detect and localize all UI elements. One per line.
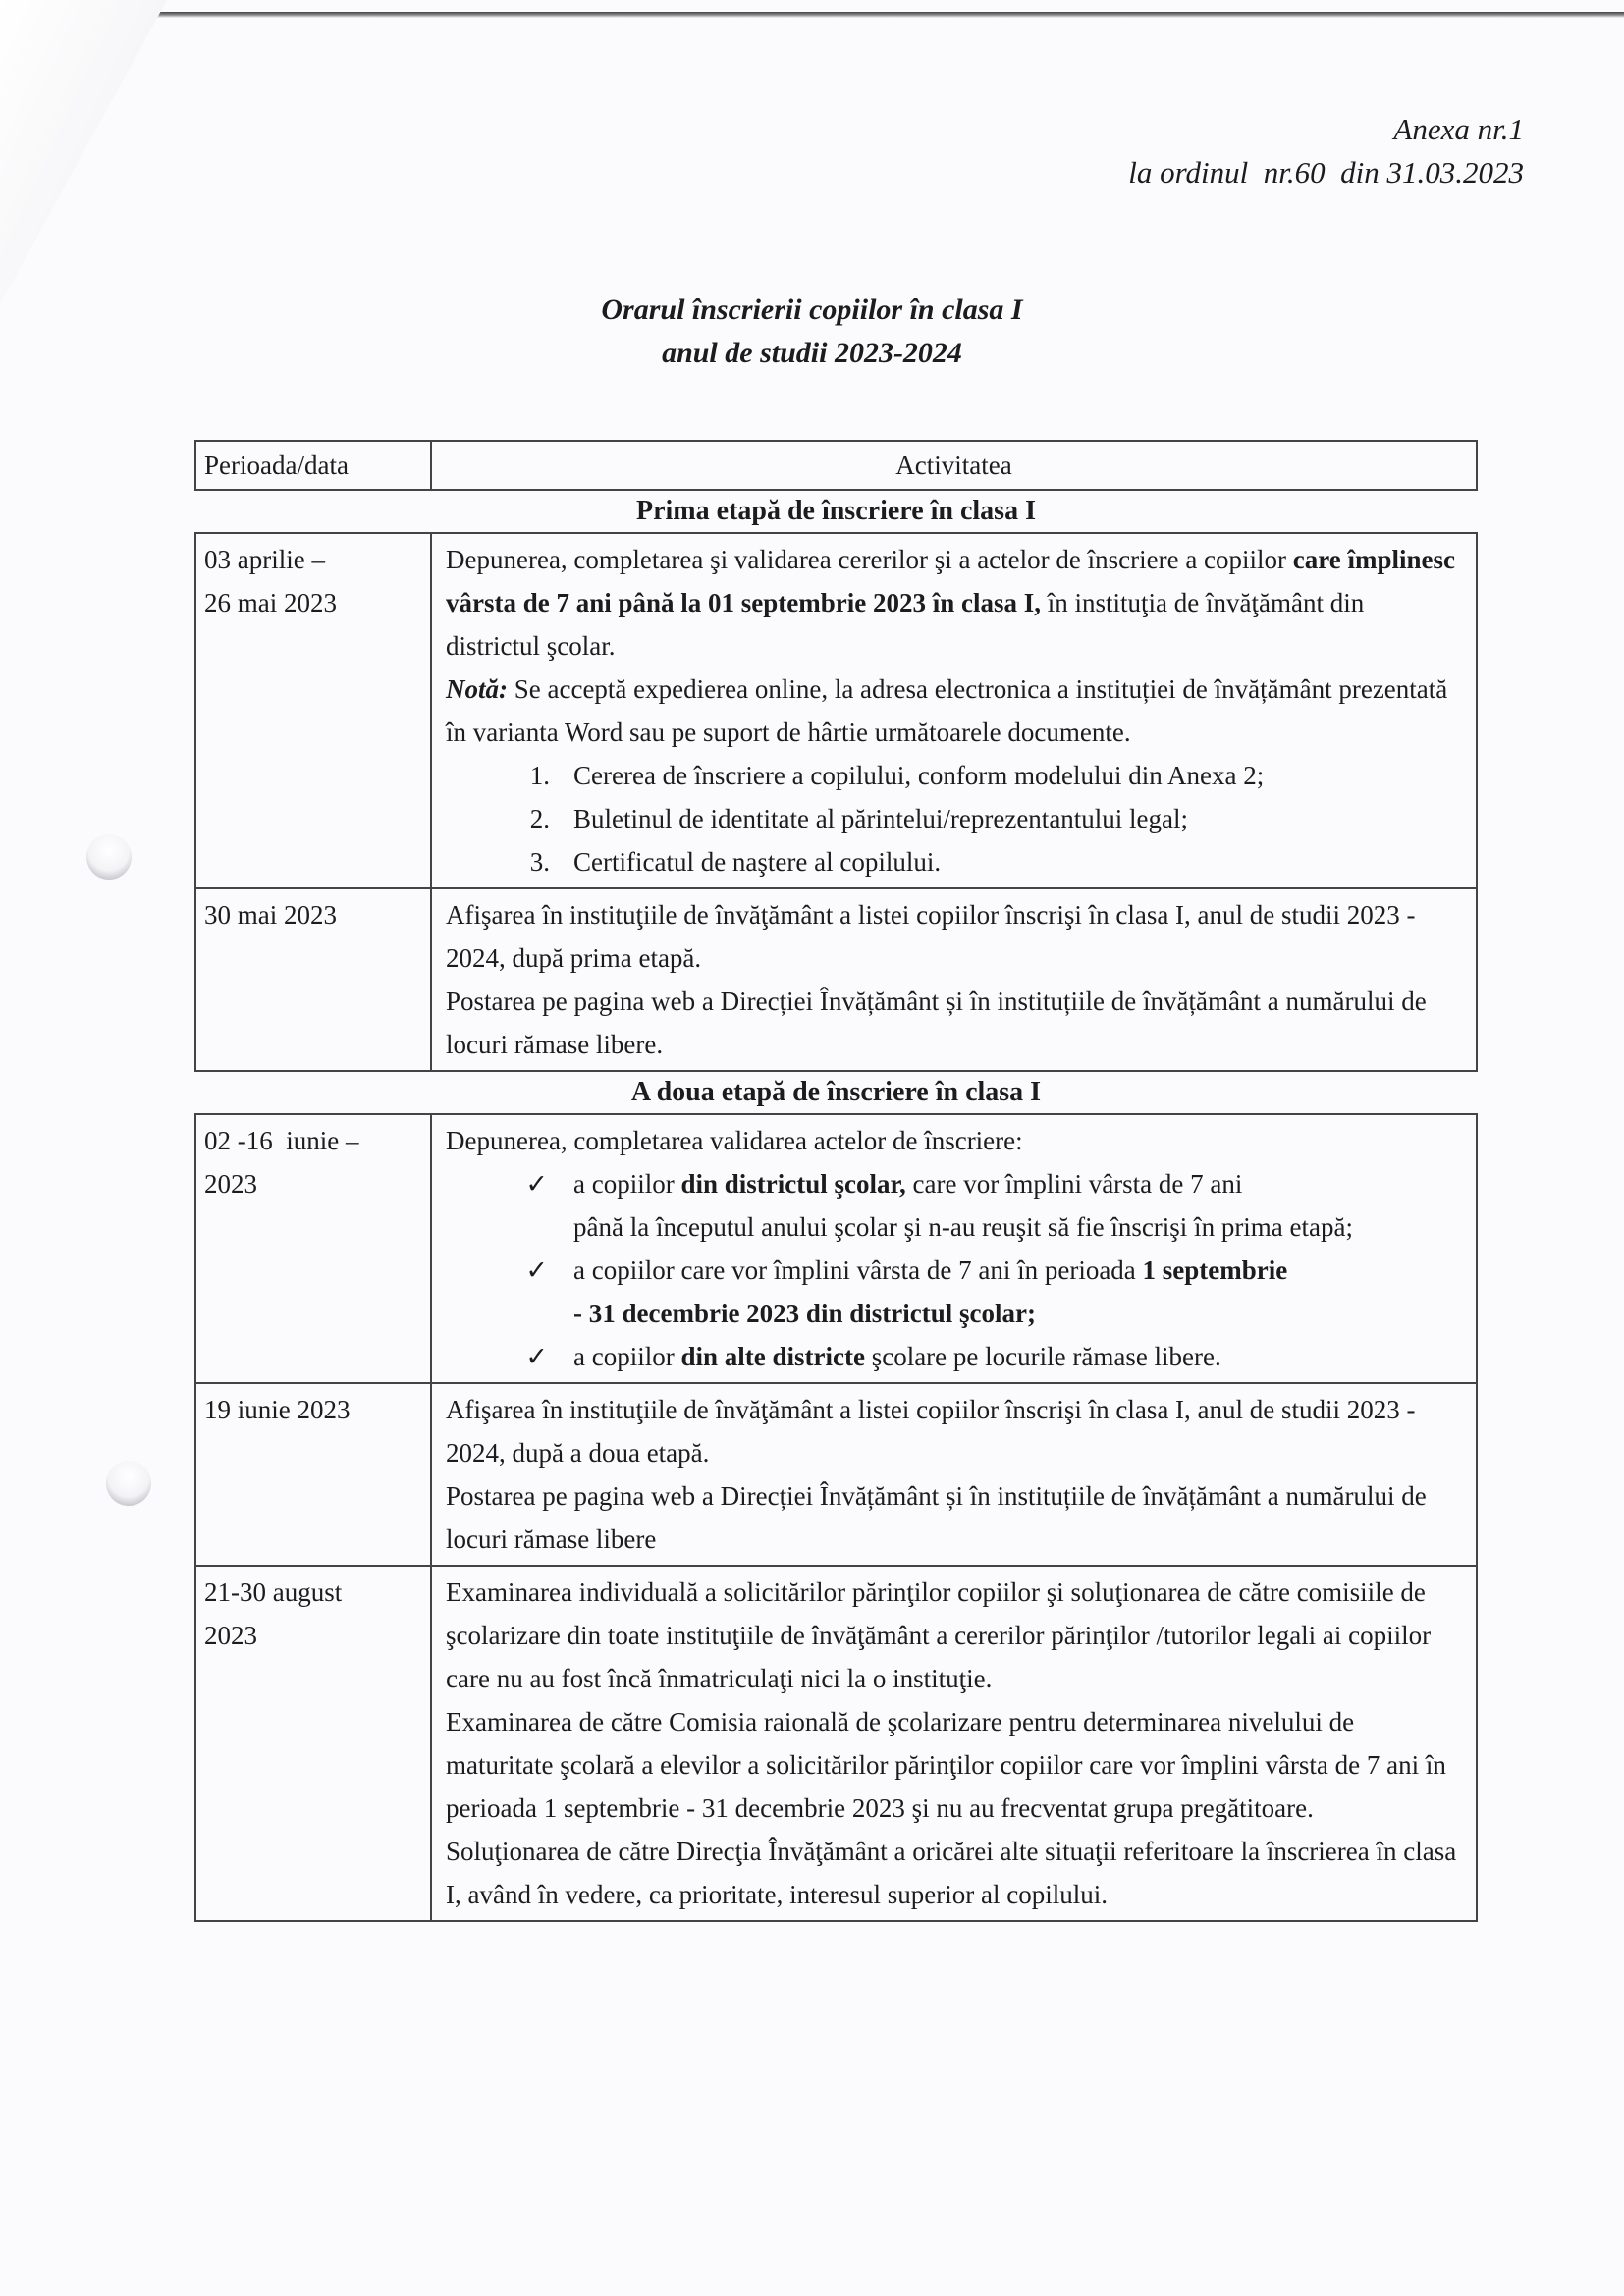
activity-paragraph: Soluţionarea de către Direcţia Învăţământ a oricărei alte situaţii referitoare la înscrierea în clasa I, având în vedere, ca prioritate, interesul superior al copilului.	[446, 1837, 1457, 1909]
text-span: până la începutul anului şcolar şi n-au reuşit să fie înscrişi în prima etapă;	[573, 1212, 1353, 1242]
text-span: în instituţia de învăţământ din districtul şcolar.	[446, 588, 1365, 661]
row-period: 02 -16 iunie – 2023	[196, 1115, 432, 1382]
text-span: a copiilor	[573, 1169, 681, 1199]
list-text: Certificatul de naştere al copilului.	[573, 847, 942, 877]
list-text: Cererea de înscriere a copilului, conform modelului din Anexa 2;	[573, 761, 1265, 790]
punch-hole	[106, 1461, 151, 1506]
list-item	[446, 797, 1462, 840]
activity-paragraph: Examinarea de către Comisia raională de şcolarizare pentru determinarea nivelului de maturitate şcolară a elevilor a solicitărilor părinţilor copiilor care vor împlini vârsta de 7 ani în perioada 1 septembrie - 31 decembrie 2023 şi nu au frecventat grupa pregătitoare.	[446, 1707, 1446, 1823]
activity-paragraph: Postarea pe pagina web a Direcției Învățământ și în instituțiile de învățământ a numărului de locuri rămase libere.	[446, 987, 1427, 1059]
activity-paragraph: Depunerea, completarea validarea actelor de înscriere:	[446, 1126, 1023, 1155]
row-activity	[432, 889, 1476, 1070]
activity-paragraph: Afişarea în instituţiile de învăţământ a listei copiilor înscrişi în clasa I, anul de studii 2023 - 2024, după prima etapă.	[446, 900, 1416, 973]
documents-list	[446, 754, 1462, 883]
row-period: 21-30 august 2023	[196, 1567, 432, 1920]
note-text: Se acceptă expedierea online, la adresa electronica a instituției de învățământ prezentată în varianta Word sau pe suport de hârtie următoarele documente.	[446, 674, 1448, 747]
header-period: Perioada/data	[196, 442, 432, 489]
document-title	[0, 289, 1624, 375]
row-activity	[432, 534, 1476, 887]
text-span: a copiilor	[573, 1342, 681, 1371]
order-reference: la ordinul nr.60 din 31.03.2023	[1128, 155, 1524, 189]
bold-span: din alte districte	[680, 1342, 865, 1371]
checkmark-icon: ✓	[525, 1255, 548, 1285]
table-row	[194, 1567, 1478, 1922]
row-period: 03 aprilie – 26 mai 2023	[196, 534, 432, 887]
table-header-row	[194, 440, 1478, 491]
text-span: care vor împlini vârsta de 7 ani	[905, 1169, 1243, 1199]
folded-corner	[0, 0, 167, 304]
bold-span: - 31 decembrie 2023 din districtul şcolar;	[573, 1299, 1036, 1328]
activity-paragraph: Afişarea în instituţiile de învăţământ a listei copiilor înscrişi în clasa I, anul de studii 2023 - 2024, după a doua etapă.	[446, 1395, 1416, 1468]
list-number: 2.	[529, 804, 550, 833]
list-text: Buletinul de identitate al părintelui/reprezentantului legal;	[573, 804, 1189, 833]
check-text	[573, 1249, 1462, 1335]
check-text	[573, 1335, 1462, 1378]
bold-span: care împlinesc vârsta de 7 ani până la 01 septembrie 2023 în clasa I,	[446, 545, 1456, 617]
activity-paragraph: Postarea pe pagina web a Direcției Învățământ și în instituțiile de învățământ a numărului de locuri rămase libere	[446, 1481, 1427, 1554]
row-activity	[432, 1115, 1476, 1382]
annex-number: Anexa nr.1	[1393, 112, 1524, 146]
note-label: Notă:	[446, 674, 508, 704]
schedule-table	[194, 440, 1478, 1922]
stage-heading-1: Prima etapă de înscriere în clasa I	[194, 491, 1478, 534]
list-item	[446, 840, 1462, 883]
bold-span: 1 septembrie	[1142, 1255, 1288, 1285]
check-text	[573, 1162, 1462, 1249]
annex-header	[1128, 108, 1524, 194]
row-period: 30 mai 2023	[196, 889, 432, 1070]
check-item	[446, 1162, 1462, 1249]
text-span: şcolare pe locurile rămase libere.	[864, 1342, 1221, 1371]
list-number: 1.	[529, 761, 550, 790]
bold-span: din districtul şcolar,	[680, 1169, 906, 1199]
checkmark-icon: ✓	[525, 1169, 548, 1199]
activity-paragraph	[446, 538, 1462, 667]
text-span: a copiilor care vor împlini vârsta de 7 ani în perioada	[573, 1255, 1143, 1285]
checkmark-icon: ✓	[525, 1342, 548, 1371]
row-activity	[432, 1567, 1476, 1920]
activity-paragraph: Examinarea individuală a solicitărilor părinţilor copiilor şi soluţionarea de către comisiile de şcolarizare din toate instituţiile de învăţământ a cererilor părinţilor /tutorilor legali ai copiilor care nu au fost încă înmatriculaţi nici la o instituţie.	[446, 1577, 1432, 1693]
check-item	[446, 1249, 1462, 1335]
stage-heading-2: A doua etapă de înscriere în clasa I	[194, 1072, 1478, 1115]
title-line-1: Orarul înscrierii copiilor în clasa I	[601, 294, 1023, 326]
row-period: 19 iunie 2023	[196, 1384, 432, 1565]
check-item	[446, 1335, 1462, 1378]
table-row	[194, 1384, 1478, 1567]
punch-hole	[86, 834, 132, 880]
table-row	[194, 889, 1478, 1072]
header-activity: Activitatea	[895, 451, 1012, 480]
row-activity	[432, 1384, 1476, 1565]
title-line-2: anul de studii 2023-2024	[662, 337, 962, 369]
scan-edge	[147, 12, 1624, 18]
text-span: Depunerea, completarea şi validarea cererilor şi a actelor de înscriere a copiilor	[446, 545, 1293, 574]
note-paragraph	[446, 667, 1462, 754]
table-row	[194, 534, 1478, 889]
list-number: 3.	[529, 847, 550, 877]
table-row	[194, 1115, 1478, 1384]
list-item	[446, 754, 1462, 797]
